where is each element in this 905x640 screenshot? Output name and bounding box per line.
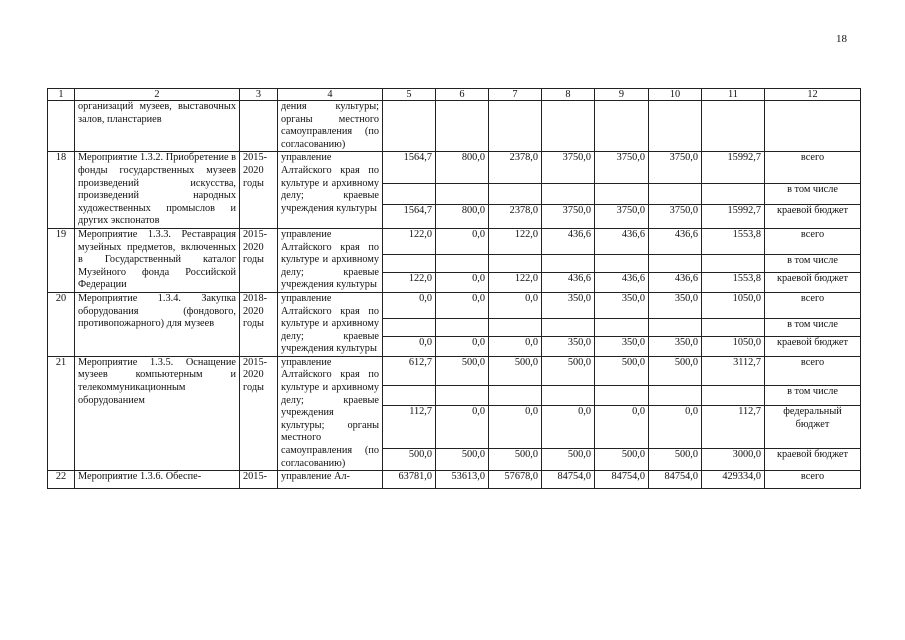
header-cell: 9 xyxy=(595,89,649,101)
value-cell xyxy=(595,319,649,337)
activity-years: 2015-2020 годы xyxy=(240,228,278,292)
total-value: 350,0 xyxy=(595,292,649,318)
fund-value: 500,0 xyxy=(595,448,649,470)
including-label: в том числе xyxy=(765,319,861,337)
total-value: 436,6 xyxy=(595,228,649,254)
activity-years: 2015-2020 годы xyxy=(240,356,278,470)
activity-years: 2015-2020 годы xyxy=(240,152,278,229)
total-value: 2378,0 xyxy=(489,152,542,184)
fund-value: 0,0 xyxy=(383,336,436,356)
fund-value: 3750,0 xyxy=(649,205,702,229)
fund-value: 436,6 xyxy=(649,272,702,292)
page-number: 18 xyxy=(836,33,847,45)
value-cell xyxy=(595,386,649,406)
activity-years: 2018-2020 годы xyxy=(240,292,278,356)
fund-value: 436,6 xyxy=(542,272,595,292)
value-cell xyxy=(542,255,595,273)
value-cell xyxy=(489,386,542,406)
fund-value: 0,0 xyxy=(489,336,542,356)
total-value: 500,0 xyxy=(649,356,702,385)
activity-description: Мероприятие 1.3.3. Реставрация музейных предметов, включенных в Государственный каталог Музейного фонда Российской Федерации xyxy=(75,228,240,292)
total-value: 436,6 xyxy=(542,228,595,254)
fund-value: 0,0 xyxy=(489,406,542,449)
value-cell xyxy=(649,255,702,273)
funding-source: краевой бюджет xyxy=(765,448,861,470)
source-cell xyxy=(765,101,861,152)
fund-value: 0,0 xyxy=(542,406,595,449)
header-row xyxy=(48,89,861,101)
header-cell: 5 xyxy=(383,89,436,101)
row-number: 20 xyxy=(48,292,75,356)
value-cell xyxy=(489,319,542,337)
including-label: в том числе xyxy=(765,183,861,204)
years-cell xyxy=(240,101,278,152)
value-cell xyxy=(702,101,765,152)
total-value: 350,0 xyxy=(649,292,702,318)
funding-source: краевой бюджет xyxy=(765,205,861,229)
fund-value: 500,0 xyxy=(542,448,595,470)
total-value: 3750,0 xyxy=(649,152,702,184)
total-value: 63781,0 xyxy=(383,471,436,489)
value-cell xyxy=(383,101,436,152)
fund-value: 1050,0 xyxy=(702,336,765,356)
fund-value: 350,0 xyxy=(595,336,649,356)
funding-source: всего xyxy=(765,356,861,385)
row-number: 19 xyxy=(48,228,75,292)
fund-value: 3000,0 xyxy=(702,448,765,470)
header-cell: 3 xyxy=(240,89,278,101)
value-cell xyxy=(542,101,595,152)
fund-value: 112,7 xyxy=(383,406,436,449)
value-cell xyxy=(702,319,765,337)
funding-source: федеральный бюджет xyxy=(765,406,861,449)
total-value: 800,0 xyxy=(436,152,489,184)
including-label: в том числе xyxy=(765,386,861,406)
fund-value: 800,0 xyxy=(436,205,489,229)
value-cell xyxy=(383,183,436,204)
total-value: 57678,0 xyxy=(489,471,542,489)
value-cell xyxy=(649,319,702,337)
total-value: 84754,0 xyxy=(542,471,595,489)
funding-source: краевой бюджет xyxy=(765,272,861,292)
total-value: 612,7 xyxy=(383,356,436,385)
total-value: 122,0 xyxy=(383,228,436,254)
value-cell xyxy=(595,101,649,152)
continuation-row xyxy=(48,101,861,152)
value-cell xyxy=(489,183,542,204)
fund-value: 500,0 xyxy=(383,448,436,470)
value-cell xyxy=(436,319,489,337)
activity-responsible: управление Алтайского края по культуре и архивному делу; краевые учреждения культуры; органы местного самоуправления (по согласованию) xyxy=(278,356,383,470)
fund-value: 2378,0 xyxy=(489,205,542,229)
fund-value: 3750,0 xyxy=(542,205,595,229)
total-value: 1564,7 xyxy=(383,152,436,184)
total-value: 3750,0 xyxy=(542,152,595,184)
value-cell xyxy=(383,386,436,406)
total-value: 500,0 xyxy=(542,356,595,385)
header-cell: 8 xyxy=(542,89,595,101)
continuation-description: организаций музеев, выставочных залов, планстариев xyxy=(75,101,240,152)
fund-value: 0,0 xyxy=(436,406,489,449)
total-value: 350,0 xyxy=(542,292,595,318)
activity-description: Мероприятие 1.3.6. Обеспе- xyxy=(75,471,240,489)
fund-value: 122,0 xyxy=(489,272,542,292)
fund-value: 350,0 xyxy=(542,336,595,356)
header-cell: 4 xyxy=(278,89,383,101)
value-cell xyxy=(383,255,436,273)
total-value: 500,0 xyxy=(595,356,649,385)
activity-responsible: управление Алтайского края по культуре и архивному делу; краевые учреждения культуры xyxy=(278,292,383,356)
value-cell xyxy=(489,255,542,273)
activity-row xyxy=(48,292,861,318)
activity-responsible: управление Ал- xyxy=(278,471,383,489)
value-cell xyxy=(702,386,765,406)
including-label: в том числе xyxy=(765,255,861,273)
row-number-cell xyxy=(48,101,75,152)
total-value: 0,0 xyxy=(489,292,542,318)
fund-value: 500,0 xyxy=(436,448,489,470)
total-value: 1050,0 xyxy=(702,292,765,318)
value-cell xyxy=(649,101,702,152)
activity-row xyxy=(48,152,861,184)
continuation-responsible: дения культуры; органы местного самоуправления (по согласованию) xyxy=(278,101,383,152)
value-cell xyxy=(436,255,489,273)
total-value: 0,0 xyxy=(383,292,436,318)
funding-source: всего xyxy=(765,292,861,318)
value-cell xyxy=(542,183,595,204)
activity-responsible: управление Алтайского края по культуре и архивному делу; краевые учреждения культуры xyxy=(278,228,383,292)
funding-source: краевой бюджет xyxy=(765,336,861,356)
fund-value: 3750,0 xyxy=(595,205,649,229)
total-value: 500,0 xyxy=(436,356,489,385)
value-cell xyxy=(542,386,595,406)
value-cell xyxy=(436,386,489,406)
value-cell xyxy=(595,183,649,204)
value-cell xyxy=(649,183,702,204)
fund-value: 1553,8 xyxy=(702,272,765,292)
activity-description: Мероприятие 1.3.5. Оснащение музеев компьютерным и телекоммуникационным оборудованием xyxy=(75,356,240,470)
value-cell xyxy=(595,255,649,273)
total-value: 1553,8 xyxy=(702,228,765,254)
activity-description: Мероприятие 1.3.2. Приобретение в фонды государственных музеев произведений искусства, произведений народных художественных промыслов и других экспонатов xyxy=(75,152,240,229)
value-cell xyxy=(489,101,542,152)
fund-value: 112,7 xyxy=(702,406,765,449)
row-number: 22 xyxy=(48,471,75,489)
fund-value: 500,0 xyxy=(489,448,542,470)
header-cell: 10 xyxy=(649,89,702,101)
activity-description: Мероприятие 1.3.4. Закупка оборудования (фондового, противопожарного) для музеев xyxy=(75,292,240,356)
funding-source: всего xyxy=(765,471,861,489)
total-value: 436,6 xyxy=(649,228,702,254)
activity-row xyxy=(48,356,861,385)
budget-table xyxy=(47,88,861,489)
total-value: 84754,0 xyxy=(595,471,649,489)
activity-row xyxy=(48,471,861,489)
activity-years: 2015- xyxy=(240,471,278,489)
total-value: 84754,0 xyxy=(649,471,702,489)
fund-value: 0,0 xyxy=(649,406,702,449)
fund-value: 0,0 xyxy=(436,272,489,292)
fund-value: 350,0 xyxy=(649,336,702,356)
fund-value: 0,0 xyxy=(436,336,489,356)
total-value: 3750,0 xyxy=(595,152,649,184)
total-value: 15992,7 xyxy=(702,152,765,184)
value-cell xyxy=(649,386,702,406)
value-cell xyxy=(436,183,489,204)
value-cell xyxy=(702,183,765,204)
total-value: 500,0 xyxy=(489,356,542,385)
total-value: 3112,7 xyxy=(702,356,765,385)
header-cell: 2 xyxy=(75,89,240,101)
total-value: 429334,0 xyxy=(702,471,765,489)
fund-value: 1564,7 xyxy=(383,205,436,229)
row-number: 18 xyxy=(48,152,75,229)
total-value: 122,0 xyxy=(489,228,542,254)
activity-row xyxy=(48,228,861,254)
header-cell: 11 xyxy=(702,89,765,101)
header-cell: 1 xyxy=(48,89,75,101)
total-value: 0,0 xyxy=(436,292,489,318)
header-cell: 6 xyxy=(436,89,489,101)
activity-responsible: управление Алтайского края по культуре и архивному делу; краевые учреждения культуры xyxy=(278,152,383,229)
fund-value: 500,0 xyxy=(649,448,702,470)
fund-value: 0,0 xyxy=(595,406,649,449)
fund-value: 436,6 xyxy=(595,272,649,292)
header-cell: 7 xyxy=(489,89,542,101)
value-cell xyxy=(702,255,765,273)
total-value: 53613,0 xyxy=(436,471,489,489)
fund-value: 122,0 xyxy=(383,272,436,292)
fund-value: 15992,7 xyxy=(702,205,765,229)
value-cell xyxy=(542,319,595,337)
value-cell xyxy=(436,101,489,152)
row-number: 21 xyxy=(48,356,75,470)
funding-source: всего xyxy=(765,152,861,184)
funding-source: всего xyxy=(765,228,861,254)
total-value: 0,0 xyxy=(436,228,489,254)
value-cell xyxy=(383,319,436,337)
header-cell: 12 xyxy=(765,89,861,101)
